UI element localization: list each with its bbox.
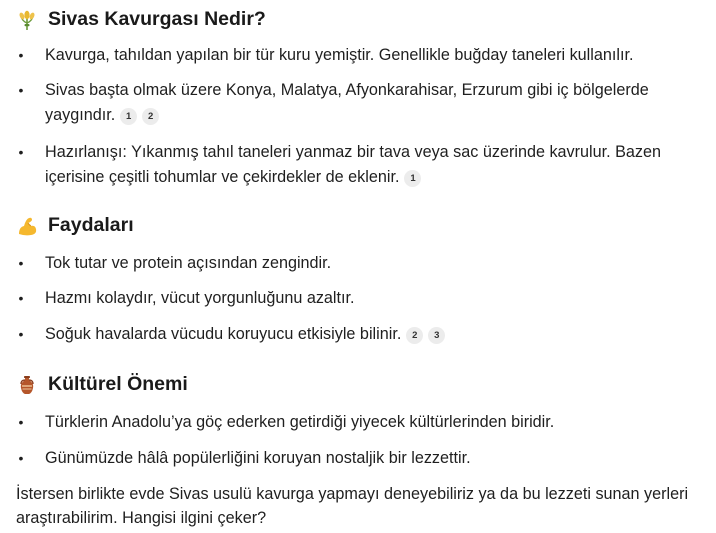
list-item [16,251,706,276]
bullet-dot: • [18,290,24,306]
list-item-text: Tok tutar ve protein açısından zengindir. [45,254,332,272]
list-item [16,78,706,128]
list-item [16,410,706,435]
bullet-dot: • [18,326,24,342]
citation-badge[interactable]: 2 [142,108,159,125]
bullet-dot: • [18,255,24,271]
bullet-dot: • [18,450,24,466]
bullet-dot: • [18,414,24,430]
list-item-text: Soğuk havalarda vücudu koruyucu etkisiyle bilinir. [45,325,402,343]
list-item-text: Hazırlanışı: Yıkanmış tahıl taneleri yanmaz bir tava veya sac üzerinde kavrulur. Bazen içerisine çeşitli tohumlar ve çekirdekler de eklenir. [45,143,662,186]
list-item-text: Hazmı kolaydır, vücut yorgunluğunu azaltır. [45,289,355,307]
list-item [16,140,706,190]
list-item-text: Sivas başta olmak üzere Konya, Malatya, Afyonkarahisar, Erzurum gibi iç bölgelerde yaygındır. [45,81,649,124]
flexed-biceps-icon [16,215,38,237]
bullet-dot: • [18,82,24,98]
wheat-sheaf-icon [16,9,38,31]
list-item [16,286,706,311]
amphora-icon [16,374,38,396]
list-item-text: Kavurga, tahıldan yapılan bir tür kuru yemiştir. Genellikle buğday taneleri kullanılır. [45,46,634,64]
citation-badge[interactable]: 1 [404,170,421,187]
section-heading-nedir [16,8,266,31]
closing-paragraph: İstersen birlikte evde Sivas usulü kavurga yapmayı deneyebiliriz ya da bu lezzeti sunan yerleri araştırabilirim. Hangisi ilgini çeker? [16,485,689,527]
section-heading-kulturel [16,373,188,396]
citation-badge[interactable]: 1 [120,108,137,125]
bullet-dot: • [18,144,24,160]
list-item-text: Günümüzde hâlâ popülerliğini koruyan nostaljik bir lezzettir. [45,449,471,467]
section-heading-text: Sivas Kavurgası Nedir? [48,8,266,30]
list-item [16,322,706,347]
list-item [16,43,706,68]
section-heading-text: Faydaları [48,214,134,236]
citation-badge[interactable]: 2 [406,327,423,344]
citation-badge[interactable]: 3 [428,327,445,344]
section-heading-text: Kültürel Önemi [48,373,188,395]
section-heading-faydalari [16,214,134,237]
list-item [16,446,706,471]
bullet-dot: • [18,47,24,63]
list-item-text: Türklerin Anadolu’ya göç ederken getirdiği yiyecek kültürlerinden biridir. [45,413,555,431]
